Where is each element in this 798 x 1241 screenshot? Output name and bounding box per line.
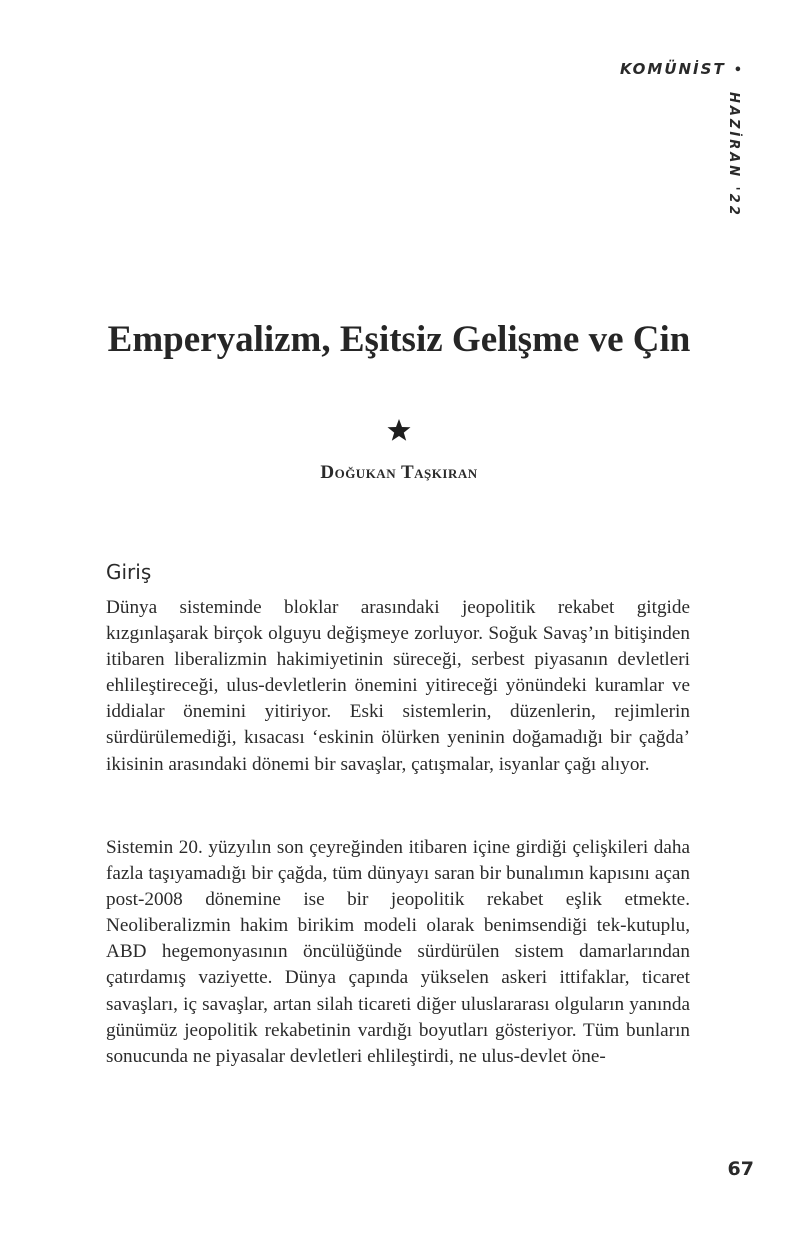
star-icon bbox=[386, 418, 412, 442]
article-author: Doğukan Taşkıran bbox=[320, 462, 478, 483]
section-heading: Giriş bbox=[106, 560, 152, 584]
paragraph-1: Dünya sisteminde bloklar arasındaki jeopolitik rekabet gitgide kızgınlaşarak birçok olguyu değişmeye zorluyor. Soğuk Savaş’ın bitişinden itibaren liberalizmin hakimiyetinin süreceği, serbest piyasanın devletleri ehlileştireceği, ulus-devletlerin önemini yitireceği yönündeki kuramlar ve iddialar önemini yitiriyor. Eski sistemlerin, düzenlerin, rejimlerin sürdürülemediği, kısacası ‘eskinin ölürken yeninin doğamadığı bir çağda’ ikisinin arasındaki dönemi bir savaşlar, çatışmalar, isyanlar çağı alıyor. bbox=[106, 597, 690, 775]
article-title: Emperyalizm, Eşitsiz Gelişme ve Çin bbox=[107, 319, 691, 360]
page-number: 67 bbox=[727, 1158, 754, 1180]
magazine-name: KOMÜNİST bbox=[619, 60, 726, 78]
issue-date: HAZİRAN '22 bbox=[726, 92, 741, 218]
bullet-separator: • bbox=[733, 63, 744, 78]
masthead bbox=[620, 60, 744, 78]
paragraph-2: Sistemin 20. yüzyılın son çeyreğinden itibaren içine girdiği çelişkileri daha fazla taşıyamadığı bir çağda, tüm dünyayı saran bir bunalımın kapısını açan post-2008 dönemine ise bir jeopolitik rekabet eşlik etmekte. Neoliberalizmin hakim birikim modeli olarak benimsendiği tek-kutuplu, ABD hegemonyasının öncülüğünde sürdürülen sistem damarlarından çatırdamış vaziyette. Dünya çapında yükselen askeri ittifaklar, ticaret savaşları, iç savaşlar, artan silah ticareti diğer uluslararası olguların yanında günümüz jeopolitik rekabetinin vardığı boyutları gösteriyor. Tüm bunların sonucunda ne piyasalar devletleri ehlileştirdi, ne ulus-devlet öne- bbox=[106, 837, 690, 1067]
